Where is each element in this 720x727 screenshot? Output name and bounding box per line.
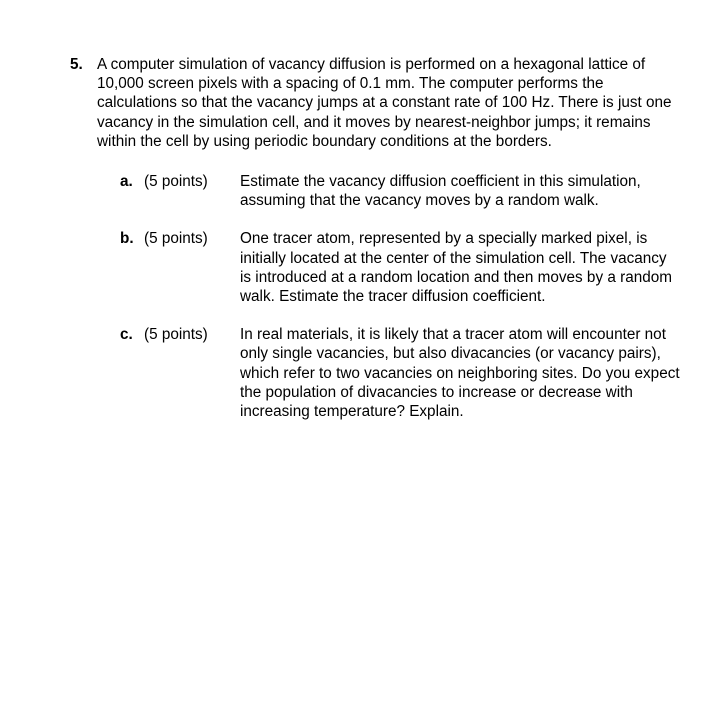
part-points: (5 points) [144,173,208,190]
problem-parts [120,172,680,440]
problem-statement: A computer simulation of vacancy diffusion is performed on a hexagonal lattice of 10,000 screen pixels with a spacing of 0.1 mm. The computer performs the calculations so that the vacancy jumps at a constant rate of 100 Hz. There is just one vacancy in the simulation cell, and it moves by nearest-neighbor jumps; it remains within the cell by using periodic boundary conditions at the borders. [97,56,672,150]
part-text: One tracer atom, represented by a specially marked pixel, is initially located at the center of the simulation cell. The vacancy is introduced at a random location and then moves by a random walk. Estimate the tracer diffusion coefficient. [240,230,672,306]
part-letter: a. [120,173,133,190]
problem-5 [70,55,682,151]
part-letter: c. [120,326,133,344]
part-letter: b. [120,230,134,248]
part-b [120,229,680,306]
part-c [120,325,680,421]
part-text: In real materials, it is likely that a tracer atom will encounter not only single vacancies, but also divacancies (or vacancy pairs), which refer to two vacancies on neighboring sites. Do you expect the population of divacancies to increase or decrease with increasing temperature? Explain. [240,326,680,421]
part-text: Estimate the vacancy diffusion coefficient in this simulation, assuming that the vacancy moves by a random walk. [240,173,641,210]
part-points: (5 points) [144,230,208,248]
problem-number: 5. [70,56,83,73]
part-a [120,172,680,210]
part-points: (5 points) [144,326,208,344]
